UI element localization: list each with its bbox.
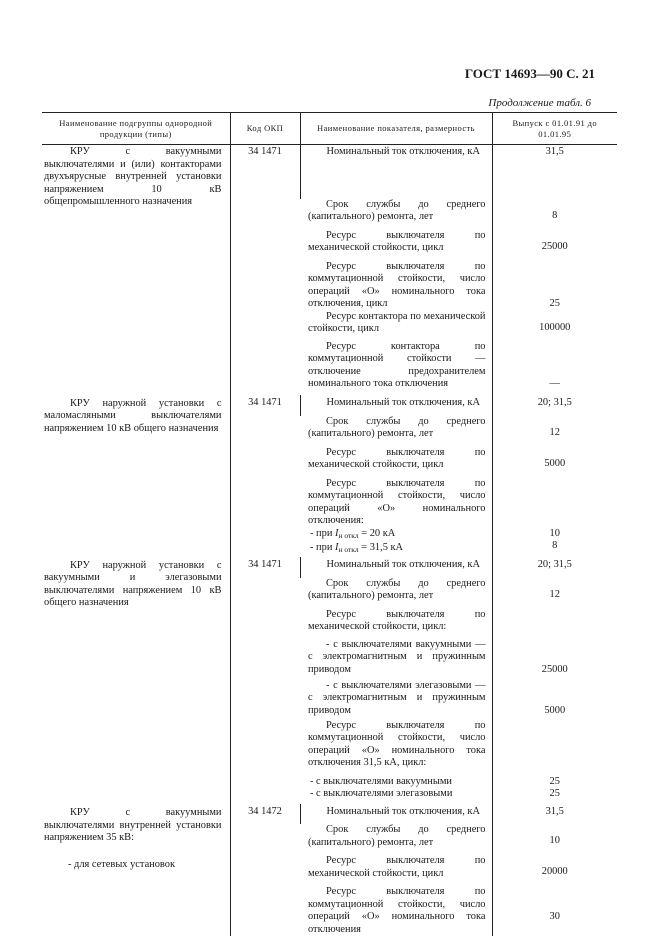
indicator-cell — [300, 639, 492, 680]
group-name-cell — [42, 145, 230, 395]
indicator-cell — [300, 478, 492, 528]
value-cell — [492, 609, 617, 639]
indicator-cell — [300, 145, 492, 199]
value-text: 10 — [549, 835, 560, 846]
indicator-cell — [300, 447, 492, 478]
indicator-cell — [300, 341, 492, 395]
value-cell — [492, 230, 617, 261]
group-name-cell — [42, 557, 230, 805]
group-code: 34 1471 — [230, 145, 300, 395]
value-text: 5000 — [544, 457, 566, 469]
value-text: 31,5 — [545, 146, 564, 157]
value-text: 25 — [549, 297, 560, 309]
indicator-cell — [300, 886, 492, 936]
indicator-cell — [300, 199, 492, 230]
value-cell — [492, 639, 617, 680]
indicator-cell — [300, 230, 492, 261]
value-text: 20; 31,5 — [537, 396, 572, 408]
indicator-text: Номинальный ток отключения, кА — [326, 396, 480, 408]
value-cell — [492, 824, 617, 855]
value-text: 25000 — [541, 663, 568, 675]
indicator-cell — [300, 578, 492, 609]
table-row — [42, 395, 617, 416]
value-text: 8 — [552, 540, 558, 551]
value-text: 8 — [552, 209, 558, 221]
specification-table — [42, 112, 617, 936]
value-cell — [492, 341, 617, 395]
value-cell — [492, 145, 617, 199]
value-cell — [492, 855, 617, 886]
indicator-text: Ресурс выключателя по коммутационной стойкости, число операций «О» номинального отключения: — [308, 477, 486, 526]
value-cell — [492, 557, 617, 578]
group-name-cell — [42, 395, 230, 557]
list-item: - с выключателями вакуумными — [310, 775, 452, 787]
indicator-text: Ресурс контактора по коммутационной стойкости — отключение предохранителем номинального тока отключения — [308, 340, 486, 389]
value-text: 25000 — [541, 240, 568, 252]
column-header-indicator: Наименование показателя, размерность — [300, 113, 492, 145]
value-cell — [492, 416, 617, 447]
column-header-name: Наименование подгруппы однородной продукции (типы) — [42, 113, 230, 145]
value-cell — [492, 447, 617, 478]
specification-table-wrap — [42, 112, 617, 936]
indicator-cell — [300, 804, 492, 824]
value-cell — [492, 804, 617, 824]
value-text: 20; 31,5 — [537, 558, 572, 570]
value-text: 100000 — [539, 321, 571, 333]
indicator-cell — [300, 261, 492, 311]
indicator-cell — [300, 776, 492, 789]
group-name: КРУ с вакуумными выключателями и (или) контакторами двухъярусные внутренней установки напряжением 10 кВ общепромышленного назначения — [44, 146, 222, 207]
table-continuation-label: Продолжение табл. 6 — [488, 97, 591, 109]
indicator-cell — [300, 788, 492, 804]
value-text: 12 — [549, 426, 560, 438]
value-cell — [492, 720, 617, 776]
table-row — [42, 557, 617, 578]
value-text: 30 — [549, 911, 560, 922]
indicator-text: Срок службы до среднего (капитального) ремонта, лет — [308, 198, 486, 222]
sub-row-item: - при $I_{н откл} = 31,5$ кА — [310, 542, 404, 554]
indicator-text: Ресурс контактора по механической стойкости, цикл — [308, 310, 486, 334]
indicator-cell — [300, 395, 492, 416]
table-row — [42, 145, 617, 199]
indicator-text: - с выключателями элегазовыми — с электромагнитным и пружинным приводом — [308, 679, 486, 716]
value-cell — [492, 478, 617, 528]
value-text: 5000 — [544, 704, 566, 716]
indicator-text: Ресурс выключателя по механической стойкости, цикл: — [308, 608, 486, 632]
table-header-row — [42, 113, 617, 145]
page-title: ГОСТ 14693—90 С. 21 — [464, 66, 595, 81]
indicator-cell — [300, 528, 492, 557]
value-text: 25 — [549, 775, 560, 787]
indicator-text: Ресурс выключателя по механической стойкости, цикл — [308, 446, 486, 470]
value-cell — [492, 261, 617, 311]
value-cell — [492, 788, 617, 804]
value-cell — [492, 311, 617, 341]
indicator-text: Ресурс выключателя по коммутационной стойкости, число операций «О» номинального тока отключения, цикл — [308, 260, 486, 309]
value-cell — [492, 680, 617, 720]
value-text: — — [549, 377, 560, 389]
column-header-release: Выпуск с 01.01.91 до 01.01.95 — [492, 113, 617, 145]
indicator-text: Ресурс выключателя по коммутационной стойкости, число операций «О» номинального тока отключения — [308, 886, 486, 935]
value-cell — [492, 528, 617, 557]
indicator-text: Ресурс выключателя по коммутационной стойкости, число операций «О» номинального тока отключения 31,5 кА, цикл: — [308, 719, 486, 768]
indicator-text: Ресурс выключателя по механической стойкости, цикл — [308, 855, 486, 879]
indicator-text: Срок службы до среднего (капитального) ремонта, лет — [308, 577, 486, 601]
indicator-cell — [300, 720, 492, 776]
value-text: 20000 — [541, 866, 568, 877]
group-name: КРУ наружной установки с вакуумными и элегазовыми выключателями напряжением 10 кВ общего назначения — [44, 559, 222, 608]
sub-row-item: - при $I_{н откл} = 20$ кА — [310, 527, 396, 540]
value-cell — [492, 395, 617, 416]
indicator-text: - с выключателями вакуумными — с электромагнитным и пружинным приводом — [308, 638, 486, 675]
indicator-text: Номинальный ток отключения, кА — [326, 558, 480, 570]
group-name: КРУ наружной установки с маломасляными выключателями напряжением 10 кВ общего назначения — [44, 397, 222, 434]
indicator-cell — [300, 855, 492, 886]
indicator-text: Номинальный ток отключения, кА — [326, 806, 480, 817]
indicator-text: Ресурс выключателя по механической стойкости, цикл — [308, 229, 486, 253]
table-row — [42, 804, 617, 824]
value-cell — [492, 886, 617, 936]
value-text: 31,5 — [545, 806, 564, 817]
value-cell — [492, 776, 617, 789]
group-sub-note: - для сетевых установок — [68, 858, 176, 870]
indicator-cell — [300, 680, 492, 720]
value-text: 25 — [549, 788, 560, 799]
value-cell — [492, 578, 617, 609]
indicator-cell — [300, 311, 492, 341]
value-text: 12 — [549, 588, 560, 600]
value-cell — [492, 199, 617, 230]
group-code: 34 1471 — [230, 557, 300, 805]
group-name-cell — [42, 804, 230, 936]
group-code: 34 1471 — [230, 395, 300, 557]
indicator-text: Номинальный ток отключения, кА — [326, 146, 480, 157]
list-item: - с выключателями элегазовыми — [310, 788, 453, 799]
indicator-text: Срок службы до среднего (капитального) ремонта, лет — [308, 824, 486, 848]
indicator-cell — [300, 609, 492, 639]
indicator-cell — [300, 416, 492, 447]
group-name: КРУ с вакуумными выключателями внутренней установки напряжением 35 кВ: — [44, 807, 222, 843]
indicator-cell — [300, 824, 492, 855]
group-code: 34 1472 — [230, 804, 300, 936]
column-header-code: Код ОКП — [230, 113, 300, 145]
indicator-cell — [300, 557, 492, 578]
value-text: 10 — [549, 527, 560, 539]
sub-row-list — [308, 528, 486, 557]
indicator-text: Срок службы до среднего (капитального) ремонта, лет — [308, 415, 486, 439]
